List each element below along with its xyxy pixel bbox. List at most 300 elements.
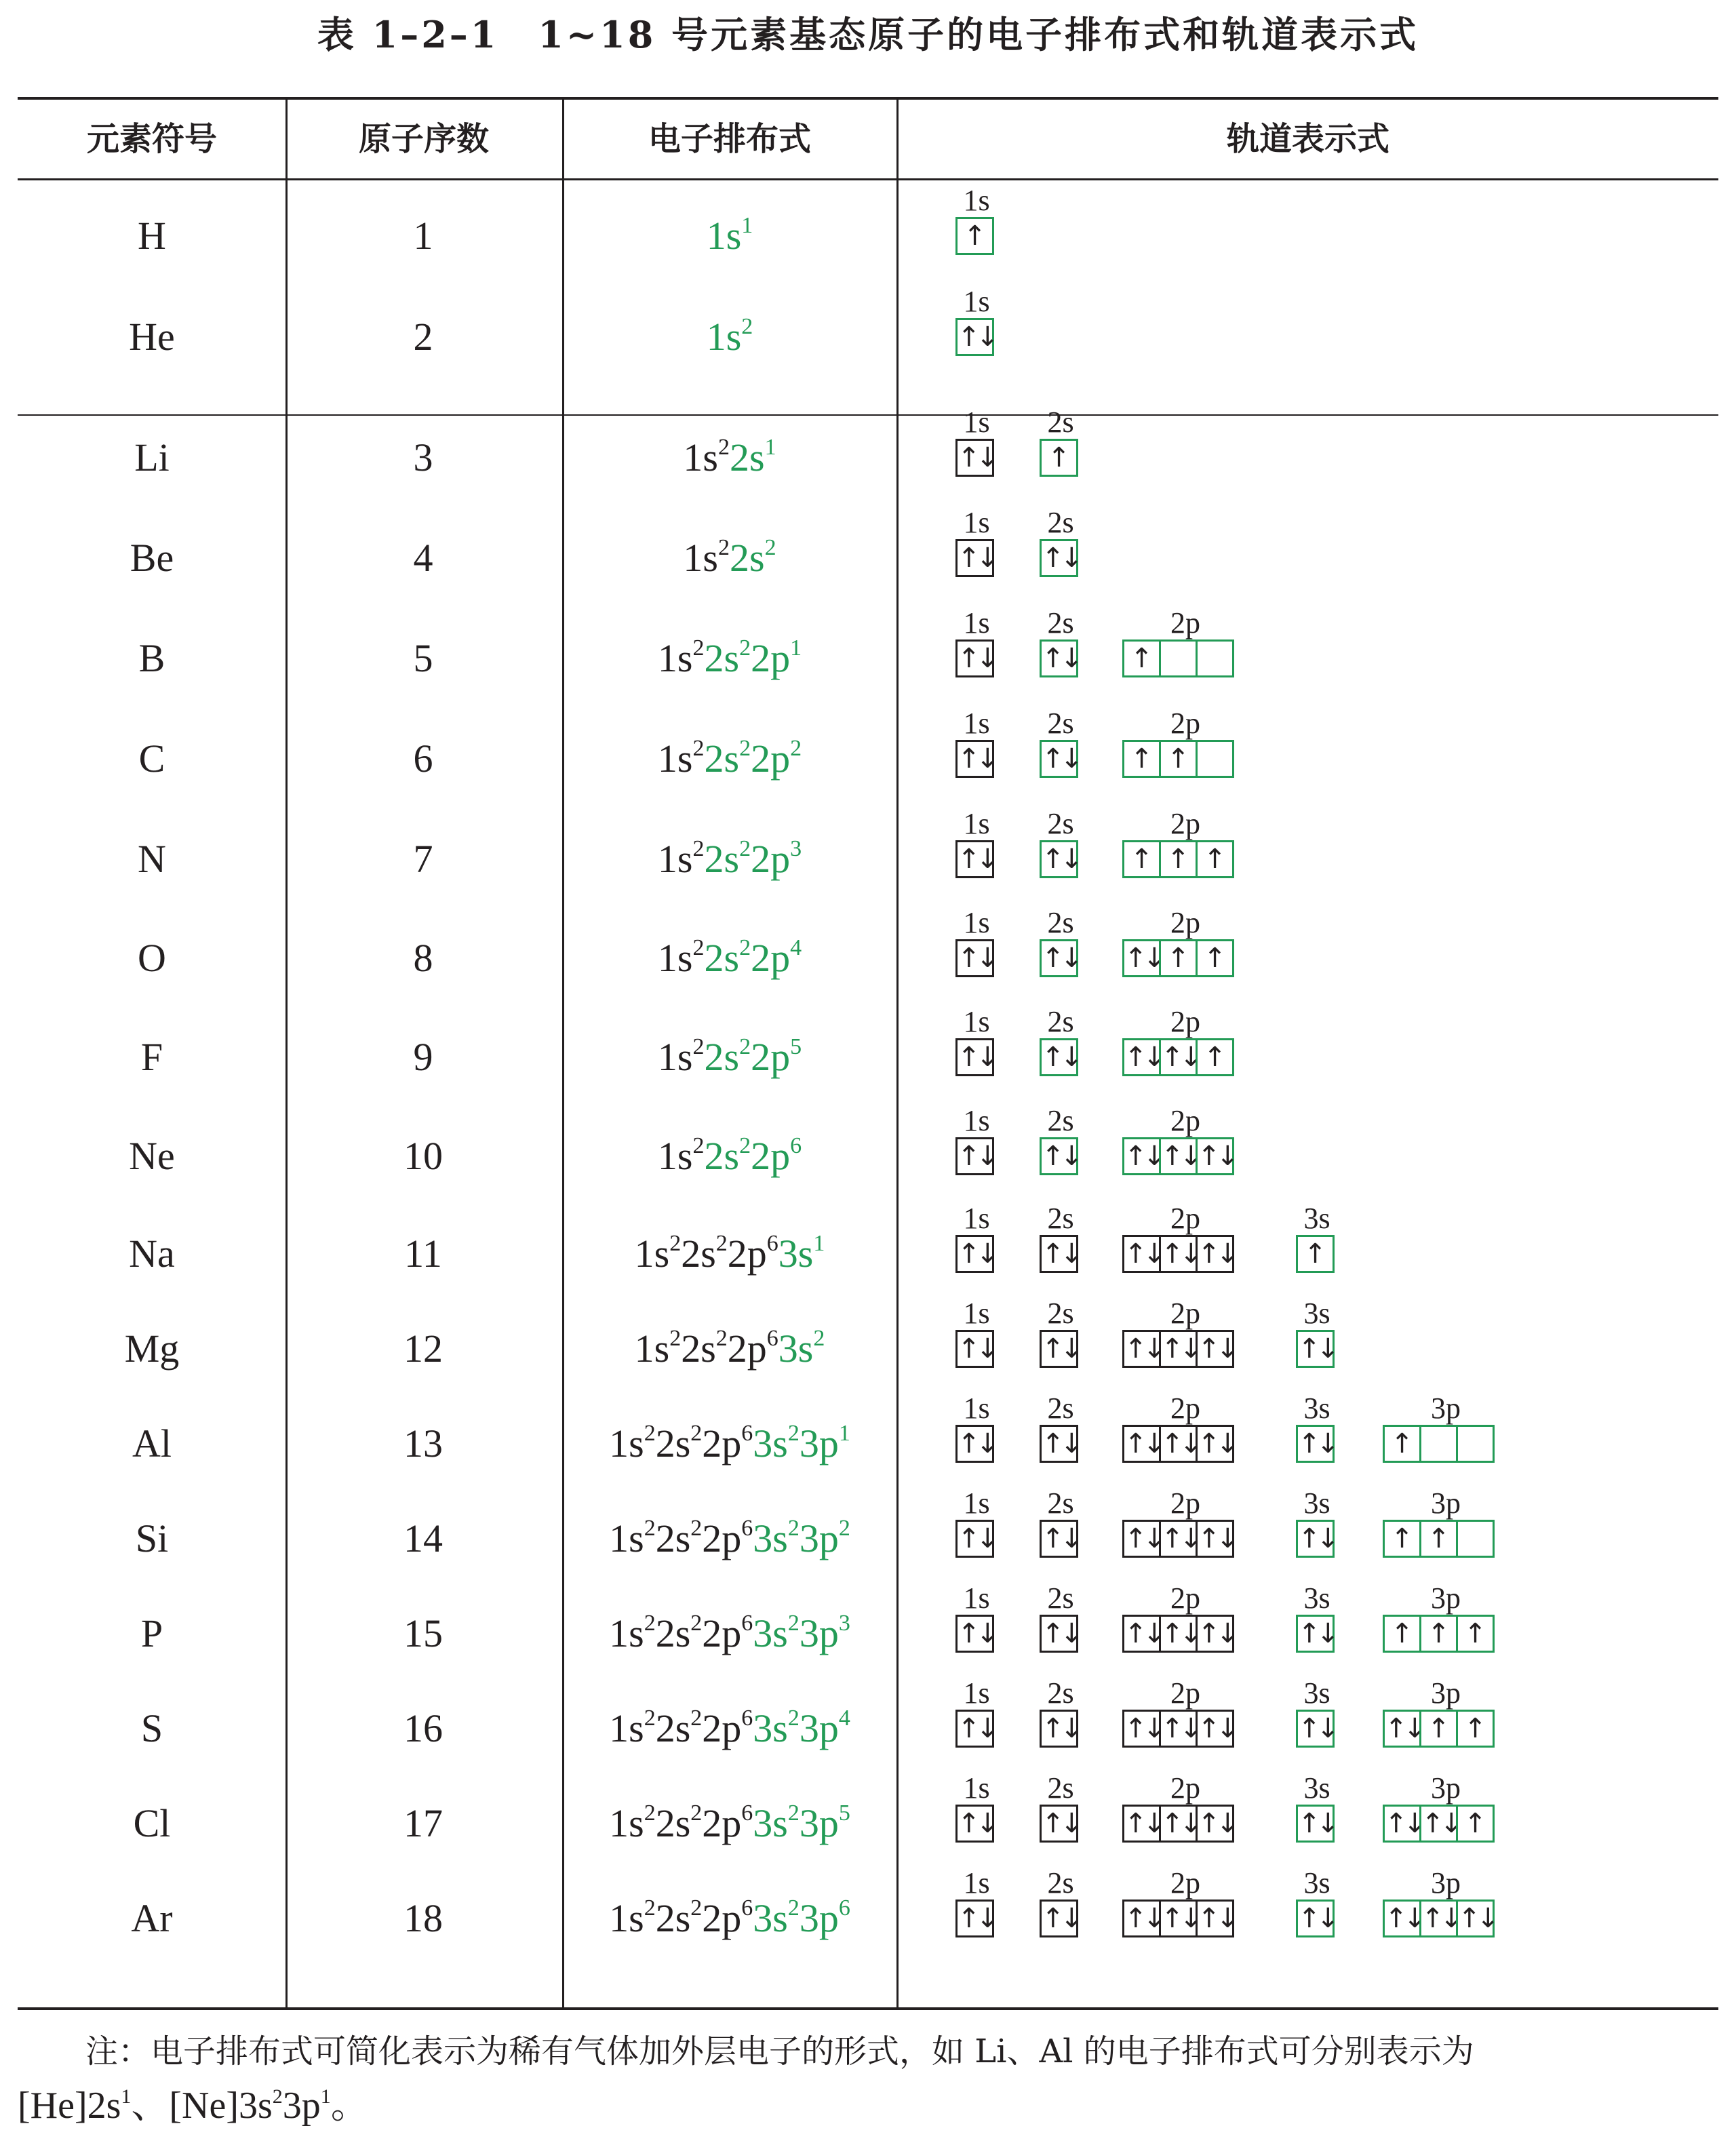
orbital-boxes <box>1296 1520 1335 1558</box>
config-term <box>705 736 751 781</box>
orbital-group-1s <box>955 1299 998 1369</box>
orbital-group-1s <box>955 1678 998 1749</box>
orbital-box: ↑↓ <box>1040 1235 1078 1273</box>
config-term <box>751 1035 802 1079</box>
config-electron-count: 4 <box>790 935 802 960</box>
orbital-group-3p <box>1383 1583 1509 1654</box>
orbital-label: 2s <box>1047 506 1074 539</box>
orbital-group-1s <box>955 1489 998 1559</box>
element-symbol: Li <box>134 435 170 479</box>
config-term <box>753 1801 800 1845</box>
orbital-boxes <box>1040 1900 1078 1937</box>
config-electron-count: 2 <box>644 1611 656 1636</box>
electron-configuration <box>560 1030 899 1084</box>
orbital-box: ↑↓ <box>1040 1900 1078 1937</box>
orbital-label: 3p <box>1431 1581 1461 1615</box>
orbital-boxes <box>1122 1710 1234 1748</box>
orbital-boxes <box>955 1900 994 1937</box>
orbital-box: ↑↓ <box>1196 1520 1234 1558</box>
orbital-label: 2p <box>1170 1104 1200 1137</box>
orbital-boxes <box>1296 1330 1335 1368</box>
config-subshell: 2s <box>730 435 765 479</box>
config-electron-count: 2 <box>741 314 753 339</box>
config-electron-count: 2 <box>690 1516 703 1541</box>
table-note <box>18 2024 1718 2133</box>
config-term <box>800 1516 850 1560</box>
orbital-group-2p <box>1122 709 1248 779</box>
orbital-label: 1s <box>963 1202 990 1235</box>
element-symbol: H <box>138 214 166 258</box>
orbital-box: ↑↓ <box>955 840 994 878</box>
orbital-box: ↑↓ <box>1296 1900 1335 1937</box>
config-subshell: 3p <box>799 1611 839 1655</box>
header-atomic-number: 原子序数 <box>358 120 489 158</box>
atomic-number: 12 <box>403 1326 443 1371</box>
orbital-box: ↑ <box>1419 1520 1458 1558</box>
orbital-box: ↑ <box>1419 1615 1458 1653</box>
orbital-label: 2s <box>1047 1297 1074 1330</box>
config-electron-count: 2 <box>692 1133 705 1158</box>
config-subshell: 3s <box>753 1516 788 1560</box>
note-term: 3p <box>282 2085 321 2127</box>
config-subshell: 2p <box>702 1801 742 1845</box>
orbital-box: ↑↓ <box>955 1615 994 1653</box>
config-term <box>658 936 705 980</box>
orbital-boxes <box>1122 639 1234 677</box>
orbital-boxes <box>1296 1615 1335 1653</box>
orbital-boxes <box>1122 1330 1234 1368</box>
orbital-box <box>1456 1425 1495 1463</box>
orbital-box: ↑↓ <box>955 1805 994 1843</box>
orbital-boxes <box>1296 1425 1335 1463</box>
orbital-box: ↑ <box>1296 1235 1335 1273</box>
config-subshell: 3p <box>799 1801 839 1845</box>
config-subshell: 1s <box>706 315 742 359</box>
config-subshell: 2s <box>655 1611 691 1655</box>
orbital-box: ↑↓ <box>1040 1330 1078 1368</box>
config-subshell: 2s <box>704 936 740 980</box>
orbital-box: ↑↓ <box>1040 1615 1078 1653</box>
orbital-box: ↑↓ <box>1419 1805 1458 1843</box>
config-subshell: 1s <box>657 837 693 881</box>
config-term <box>656 1516 703 1560</box>
note-line-2 <box>18 2079 1718 2133</box>
atomic-number: 17 <box>403 1801 443 1845</box>
orbital-boxes <box>1040 439 1078 477</box>
orbital-group-3p <box>1383 1868 1509 1939</box>
config-subshell: 2p <box>702 1706 742 1750</box>
orbital-boxes <box>1040 1425 1078 1463</box>
note-term: 、[Ne]3s <box>131 2085 273 2127</box>
orbital-box: ↑↓ <box>1040 1425 1078 1463</box>
orbital-boxes <box>955 217 994 255</box>
config-subshell: 3s <box>778 1232 814 1276</box>
config-electron-count: 5 <box>790 1034 802 1059</box>
orbital-group-2s <box>1040 1583 1082 1654</box>
orbital-boxes <box>955 840 994 878</box>
orbital-box: ↑↓ <box>955 439 994 477</box>
orbital-boxes <box>955 740 994 778</box>
orbital-label: 1s <box>963 1392 990 1425</box>
orbital-group-3p <box>1383 1394 1509 1464</box>
config-electron-count: 2 <box>838 1516 850 1541</box>
orbital-label: 2s <box>1047 1487 1074 1520</box>
config-term <box>609 1516 656 1560</box>
config-subshell: 2s <box>704 636 740 680</box>
config-subshell: 2p <box>751 837 791 881</box>
orbital-boxes <box>955 439 994 477</box>
config-term <box>635 1326 682 1371</box>
atomic-number: 4 <box>413 536 433 580</box>
config-term <box>656 1421 703 1465</box>
orbital-label: 2p <box>1170 807 1200 840</box>
atomic-number: 16 <box>403 1706 443 1750</box>
config-term <box>609 1896 656 1940</box>
orbital-boxes <box>1122 1038 1234 1076</box>
orbital-group-2p <box>1122 1489 1248 1559</box>
orbital-group-2s <box>1040 1299 1082 1369</box>
orbital-group-1s <box>955 809 998 880</box>
config-term <box>751 636 802 680</box>
config-electron-count: 6 <box>766 1326 778 1351</box>
config-subshell: 1s <box>609 1421 644 1465</box>
orbital-label: 3s <box>1303 1771 1330 1805</box>
orbital-boxes <box>955 1520 994 1558</box>
config-subshell: 2p <box>702 1421 742 1465</box>
config-subshell: 2s <box>655 1706 691 1750</box>
orbital-label: 2p <box>1170 606 1200 639</box>
orbital-boxes <box>1383 1520 1495 1558</box>
orbital-label: 1s <box>963 807 990 840</box>
header-orbital-diagram: 轨道表示式 <box>1226 120 1389 158</box>
config-electron-count: 2 <box>787 1800 800 1826</box>
orbital-box: ↑↓ <box>1159 1710 1198 1748</box>
orbital-label: 2p <box>1170 1581 1200 1615</box>
orbital-group-2p <box>1122 1583 1248 1654</box>
config-electron-count: 2 <box>813 1326 825 1351</box>
config-electron-count: 2 <box>739 635 751 661</box>
table-top-rule <box>18 97 1718 100</box>
orbital-boxes <box>1122 1805 1234 1843</box>
orbital-group-2s <box>1040 809 1082 880</box>
orbital-label: 2s <box>1047 1581 1074 1615</box>
config-term <box>658 1035 705 1079</box>
electron-configuration <box>560 732 899 786</box>
orbital-label: 2s <box>1047 406 1074 439</box>
orbital-label: 2p <box>1170 1297 1200 1330</box>
element-symbol: Mg <box>124 1326 180 1371</box>
config-term <box>609 1611 656 1655</box>
config-electron-count: 1 <box>790 635 802 661</box>
orbital-box <box>1196 639 1234 677</box>
atomic-number: 15 <box>403 1611 443 1655</box>
electron-configuration <box>560 1607 899 1661</box>
config-subshell: 1s <box>683 536 718 580</box>
orbital-box: ↑↓ <box>1040 539 1078 577</box>
config-subshell: 1s <box>683 435 718 479</box>
orbital-group-2p <box>1122 1204 1248 1274</box>
orbital-box: ↑↓ <box>955 1235 994 1273</box>
config-electron-count: 6 <box>741 1800 753 1826</box>
config-term <box>707 315 753 359</box>
element-symbol: Ar <box>131 1896 173 1940</box>
orbital-boxes <box>955 639 994 677</box>
orbital-boxes <box>1040 939 1078 977</box>
orbital-boxes <box>1040 1710 1078 1748</box>
config-electron-count: 2 <box>787 1421 800 1446</box>
orbital-group-2s <box>1040 1773 1082 1844</box>
orbital-box: ↑↓ <box>955 740 994 778</box>
orbital-label: 1s <box>963 1866 990 1900</box>
orbital-boxes <box>1383 1615 1495 1653</box>
config-electron-count: 2 <box>690 1421 703 1446</box>
orbital-box: ↑↓ <box>1159 1615 1198 1653</box>
header-bottom-rule <box>18 178 1718 180</box>
orbital-label: 1s <box>963 1487 990 1520</box>
orbital-label: 1s <box>963 906 990 939</box>
orbital-label: 3s <box>1303 1487 1330 1520</box>
note-term: 。 <box>330 2085 369 2127</box>
note-superscript: 1 <box>320 2085 331 2108</box>
orbital-boxes <box>1040 1137 1078 1175</box>
element-symbol: Na <box>129 1232 175 1276</box>
config-term <box>656 1801 703 1845</box>
element-symbol: S <box>140 1706 163 1750</box>
orbital-boxes <box>1122 740 1234 778</box>
orbital-box: ↑↓ <box>1159 1425 1198 1463</box>
orbital-group-3p <box>1383 1678 1509 1749</box>
config-term <box>751 936 802 980</box>
config-subshell: 2p <box>751 636 791 680</box>
orbital-group-2s <box>1040 508 1082 578</box>
orbital-boxes <box>1383 1425 1495 1463</box>
orbital-group-1s <box>955 1106 998 1177</box>
orbital-box: ↑↓ <box>1040 1805 1078 1843</box>
electron-configuration <box>560 1227 899 1281</box>
orbital-label: 1s <box>963 606 990 639</box>
orbital-label: 2s <box>1047 1771 1074 1805</box>
orbital-box: ↑↓ <box>1040 740 1078 778</box>
config-electron-count: 2 <box>690 1895 703 1921</box>
config-term <box>778 1232 825 1276</box>
orbital-label: 2s <box>1047 1202 1074 1235</box>
orbital-label: 2p <box>1170 1866 1200 1900</box>
config-electron-count: 2 <box>644 1895 656 1921</box>
orbital-box: ↑↓ <box>1196 1137 1234 1175</box>
orbital-label: 1s <box>963 184 990 217</box>
config-electron-count: 1 <box>741 213 753 238</box>
orbital-boxes <box>955 1615 994 1653</box>
orbital-group-2s <box>1040 908 1082 979</box>
orbital-box: ↑↓ <box>955 1425 994 1463</box>
orbital-box: ↑↓ <box>1196 1235 1234 1273</box>
orbital-boxes <box>1040 1520 1078 1558</box>
element-symbol: Be <box>130 536 174 580</box>
config-term <box>658 837 705 881</box>
element-symbol: Cl <box>133 1801 171 1845</box>
config-electron-count: 2 <box>739 935 751 960</box>
config-term <box>609 1801 656 1845</box>
config-subshell: 1s <box>609 1801 644 1845</box>
orbital-boxes <box>1040 1235 1078 1273</box>
config-subshell: 1s <box>657 636 693 680</box>
config-term <box>753 1421 800 1465</box>
element-symbol: He <box>129 315 175 359</box>
orbital-label: 2p <box>1170 1202 1200 1235</box>
orbital-boxes <box>1122 1900 1234 1937</box>
orbital-boxes <box>955 1710 994 1748</box>
orbital-box: ↑↓ <box>1383 1805 1421 1843</box>
config-electron-count: 4 <box>838 1706 850 1731</box>
orbital-label: 1s <box>963 1104 990 1137</box>
orbital-boxes <box>955 1805 994 1843</box>
config-electron-count: 6 <box>790 1133 802 1158</box>
orbital-boxes <box>1040 740 1078 778</box>
orbital-boxes <box>1383 1900 1495 1937</box>
config-electron-count: 2 <box>764 535 776 560</box>
orbital-label: 2s <box>1047 707 1074 740</box>
config-term <box>800 1896 850 1940</box>
config-electron-count: 6 <box>741 1421 753 1446</box>
orbital-box: ↑↓ <box>1122 1805 1161 1843</box>
config-term <box>609 1706 656 1750</box>
config-subshell: 1s <box>634 1326 670 1371</box>
config-subshell: 2p <box>751 1035 791 1079</box>
config-term <box>683 435 730 479</box>
element-symbol: Ne <box>129 1134 175 1178</box>
electron-configuration <box>560 1796 899 1851</box>
config-term <box>800 1801 850 1845</box>
orbital-label: 2s <box>1047 1676 1074 1710</box>
orbital-label: 2p <box>1170 1005 1200 1038</box>
config-subshell: 1s <box>609 1516 644 1560</box>
orbital-box: ↑↓ <box>955 318 994 356</box>
orbital-label: 3s <box>1303 1866 1330 1900</box>
config-subshell: 2p <box>702 1611 742 1655</box>
orbital-box: ↑↓ <box>1196 1710 1234 1748</box>
config-term <box>702 1801 753 1845</box>
orbital-group-2p <box>1122 1299 1248 1369</box>
electron-configuration <box>560 631 899 686</box>
config-term <box>705 1035 751 1079</box>
section-divider-rule <box>18 414 1718 416</box>
orbital-group-3p <box>1383 1773 1509 1844</box>
element-symbol: Al <box>132 1421 172 1465</box>
config-electron-count: 6 <box>741 1895 753 1921</box>
orbital-group-3p <box>1383 1489 1509 1559</box>
orbital-box: ↑↓ <box>1122 1038 1161 1076</box>
config-electron-count: 2 <box>787 1895 800 1921</box>
orbital-boxes <box>1296 1805 1335 1843</box>
config-electron-count: 3 <box>838 1611 850 1636</box>
orbital-label: 1s <box>963 1676 990 1710</box>
orbital-label: 1s <box>963 285 990 318</box>
orbital-box: ↑ <box>1122 639 1161 677</box>
note-line-1: 注：电子排布式可简化表示为稀有气体加外层电子的形式，如 Li、Al 的电子排布式可分别表示为 <box>85 2032 1474 2070</box>
orbital-group-2s <box>1040 1394 1082 1464</box>
orbital-boxes <box>1040 1038 1078 1076</box>
orbital-box: ↑↓ <box>1296 1425 1335 1463</box>
orbital-box: ↑↓ <box>1122 1330 1161 1368</box>
config-electron-count: 6 <box>741 1706 753 1731</box>
config-electron-count: 2 <box>690 1706 703 1731</box>
orbital-boxes <box>955 539 994 577</box>
config-electron-count: 2 <box>787 1611 800 1636</box>
orbital-label: 2s <box>1047 606 1074 639</box>
config-electron-count: 2 <box>692 935 705 960</box>
config-electron-count: 2 <box>715 1231 728 1256</box>
config-electron-count: 2 <box>787 1516 800 1541</box>
config-electron-count: 6 <box>838 1895 850 1921</box>
orbital-group-3s <box>1296 1868 1338 1939</box>
orbital-boxes <box>1040 1805 1078 1843</box>
config-subshell: 1s <box>657 1134 693 1178</box>
config-term <box>753 1706 800 1750</box>
config-subshell: 2p <box>751 736 791 781</box>
orbital-box: ↑ <box>1122 840 1161 878</box>
orbital-label: 2s <box>1047 1005 1074 1038</box>
config-electron-count: 2 <box>669 1326 682 1351</box>
orbital-box: ↑↓ <box>1159 1520 1198 1558</box>
orbital-label: 2p <box>1170 1676 1200 1710</box>
atomic-number: 3 <box>413 435 433 479</box>
config-term <box>800 1421 850 1465</box>
orbital-label: 3p <box>1431 1676 1461 1710</box>
config-term <box>681 1326 728 1371</box>
orbital-label: 1s <box>963 707 990 740</box>
config-subshell: 3p <box>799 1896 839 1940</box>
atomic-number: 18 <box>403 1896 443 1940</box>
orbital-group-2p <box>1122 1773 1248 1844</box>
orbital-boxes <box>1040 1615 1078 1653</box>
orbital-label: 2s <box>1047 1866 1074 1900</box>
orbital-box: ↑ <box>1383 1425 1421 1463</box>
orbital-box: ↑↓ <box>1196 1425 1234 1463</box>
atomic-number: 10 <box>403 1134 443 1178</box>
config-electron-count: 2 <box>787 1706 800 1731</box>
header-element-symbol: 元素符号 <box>86 120 217 158</box>
orbital-box: ↑↓ <box>1122 1235 1161 1273</box>
orbital-group-3s <box>1296 1204 1338 1274</box>
config-term <box>751 837 802 881</box>
orbital-box: ↑↓ <box>1196 1615 1234 1653</box>
config-electron-count: 2 <box>644 1516 656 1541</box>
config-term <box>702 1516 753 1560</box>
config-subshell: 1s <box>609 1706 644 1750</box>
config-term <box>705 1134 751 1178</box>
config-electron-count: 2 <box>718 535 730 560</box>
orbital-boxes <box>955 1330 994 1368</box>
orbital-label: 1s <box>963 1581 990 1615</box>
atomic-number: 8 <box>413 936 433 980</box>
orbital-label: 3s <box>1303 1297 1330 1330</box>
orbital-box: ↑↓ <box>1159 1235 1198 1273</box>
orbital-boxes <box>1383 1805 1495 1843</box>
electron-configuration <box>560 931 899 985</box>
orbital-group-3s <box>1296 1583 1338 1654</box>
orbital-box: ↑↓ <box>1383 1900 1421 1937</box>
config-term <box>800 1706 850 1750</box>
orbital-box: ↑ <box>1419 1710 1458 1748</box>
atomic-number: 13 <box>403 1421 443 1465</box>
orbital-group-1s <box>955 1583 998 1654</box>
orbital-label: 3p <box>1431 1392 1461 1425</box>
config-subshell: 2s <box>681 1326 716 1371</box>
orbital-box: ↑ <box>955 217 994 255</box>
note-superscript: 1 <box>121 2085 132 2108</box>
orbital-group-1s <box>955 1007 998 1078</box>
orbital-label: 2s <box>1047 1392 1074 1425</box>
